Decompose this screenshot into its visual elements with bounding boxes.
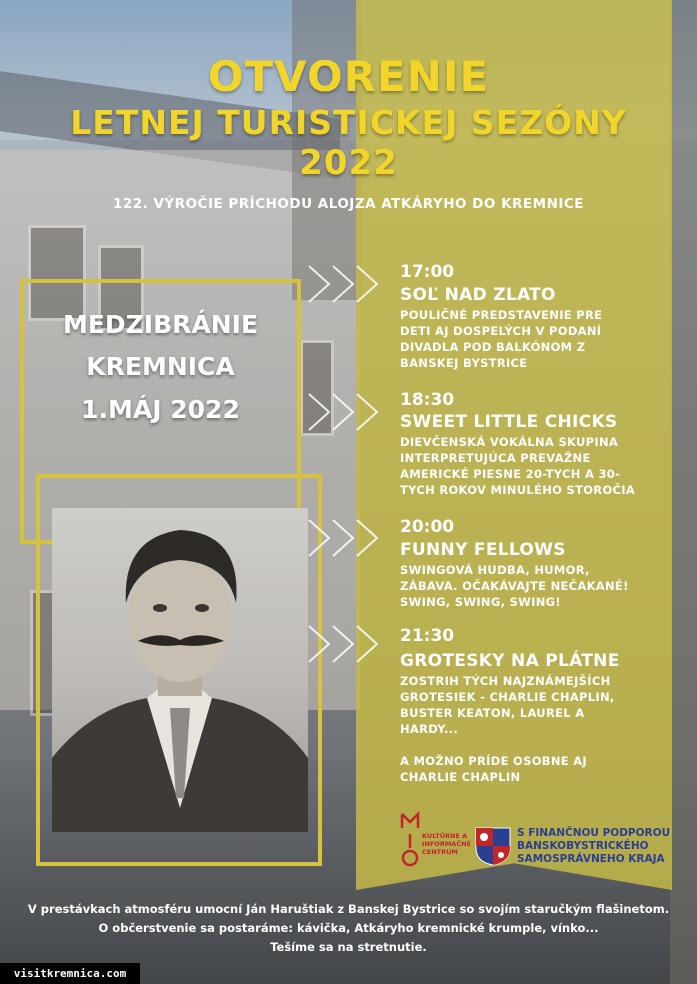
event-description-line: DIVADLA POD BALKÓNOM Z [400,340,586,354]
event-title: SWEET LITTLE CHICKS [400,412,618,432]
poster-subtitle: 122. VÝROČIE PRÍCHODU ALOJZA ATKÁRYHO DO KREMNICE [112,196,585,212]
extra-note-line: CHARLIE CHAPLIN [400,770,521,784]
event-description-line: BUSTER KEATON, LAUREL A [400,706,585,720]
coat-of-arms-icon [474,826,512,866]
event-time: 20:00 [400,517,455,537]
portrait-figure-icon [52,508,308,832]
arrow-icon [307,518,389,558]
mic-logo-text: CENTRUM [422,848,458,856]
bbsk-text-line: SAMOSPRÁVNEHO KRAJA [517,853,665,865]
mic-logo-text: KULTÚRNE A [422,832,468,840]
event-time: 21:30 [400,626,455,646]
portrait-photo [52,508,308,832]
event-description-line: DETI AJ DOSPELÝCH V PODANÍ [400,324,602,338]
footer-line: V prestávkach atmosféru umocní Ján Haruštiak z Banskej Bystrice so svojím staručkým flašinetom. [27,902,670,916]
event-description-line: DIEVČENSKÁ VOKÁLNA SKUPINA [400,435,619,449]
footer-line: O občerstvenie sa postaráme: kávička, Atkáryho kremnické krumple, vínko... [98,921,599,935]
event-time: 18:30 [400,390,455,410]
event-title: FUNNY FELLOWS [400,540,566,560]
mic-logo [398,810,471,870]
event-title: GROTESKY NA PLÁTNE [400,651,620,671]
event-description-line: ZÁBAVA. OČAKÁVAJTE NEČAKANÉ! [400,579,629,593]
event-description-line: INTERPRETUJÚCA PREVAŽNE [400,451,591,465]
mic-logo-icon [398,810,424,870]
event-description-line: GROTESIEK - CHARLIE CHAPLIN, [400,690,615,704]
arrow-icon [307,392,389,432]
poster-title-year: 2022 [299,143,398,183]
venue-town: KREMNICA [86,352,235,381]
venue-date: 1.MÁJ 2022 [81,395,240,424]
event-description [400,307,658,371]
event-description [400,434,658,498]
venue-name: MEDZIBRÁNIE [62,310,259,339]
event-description-line: ZOSTRIH TÝCH NAJZNÁMEJŠÍCH [400,674,611,688]
event-title: SOĽ NAD ZLATO [400,285,556,305]
event-description [400,562,658,610]
extra-note [400,753,658,785]
extra-note-line: A MOŽNO PRÍDE OSOBNE AJ [400,754,587,768]
event-description-line: HARDY... [400,722,459,736]
arrow-icon [307,264,389,304]
footer-line: Tešíme sa na stretnutie. [270,940,427,954]
poster-title-line2: LETNEJ TURISTICKEJ SEZÓNY [70,103,627,142]
mic-logo-text: INFORMAČNÉ [422,840,471,848]
poster-title-line1: OTVORENIE [207,52,490,101]
event-time: 17:00 [400,262,455,282]
bbsk-text-line: S FINANČNOU PODPOROU [517,827,671,839]
bbsk-text-line: BANSKOBYSTRICKÉHO [517,840,649,852]
website-url-link[interactable]: visitkremnica.com [0,963,140,984]
event-description [400,673,658,737]
event-description-line: TYCH ROKOV MINULÉHO STOROČIA [400,483,636,497]
event-description-line: AMERICKÉ PIESNE 20-TYCH A 30- [400,467,621,481]
event-description-line: BANSKEJ BYSTRICE [400,356,528,370]
arrow-icon [307,624,389,664]
event-description-line: SWING, SWING, SWING! [400,595,561,609]
event-description-line: SWINGOVÁ HUDBA, HUMOR, [400,563,590,577]
event-description-line: POULIČNÉ PREDSTAVENIE PRE [400,308,603,322]
